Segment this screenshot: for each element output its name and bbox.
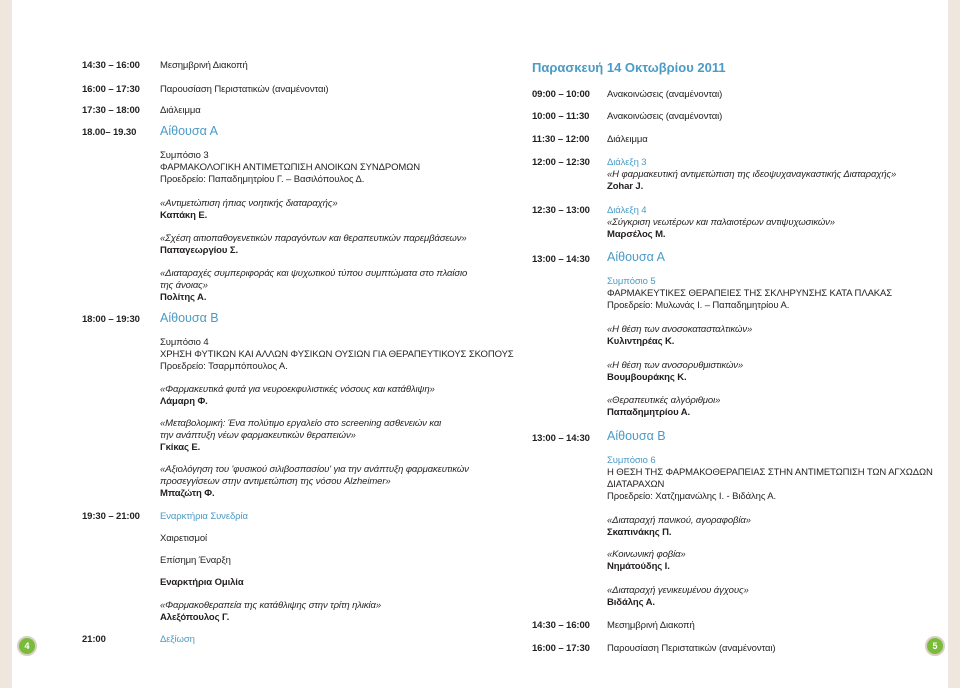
schedule-item: Ανακοινώσεις (αναμένονται) xyxy=(607,89,723,100)
symposium-title: Συμπόσιο 5 xyxy=(607,276,656,287)
talk-title: της άνοιας» xyxy=(160,280,208,291)
schedule-time: 14:30 – 16:00 xyxy=(532,620,590,631)
talk-speaker: Κυλιντηρέας Κ. xyxy=(607,336,675,347)
talk-speaker: Μπαζώτη Φ. xyxy=(160,488,215,499)
talk-title: «Διαταραχή γενικευμένου άγχους» xyxy=(607,585,749,596)
symposium-subject: Η ΘΕΣΗ ΤΗΣ ΦΑΡΜΑΚΟΘΕΡΑΠΕΙΑΣ ΣΤΗΝ ΑΝΤΙΜΕΤΩΠΙΣΗ ΤΩΝ ΑΓΧΩΔΩΝ xyxy=(607,467,933,478)
symposium-chair: Προεδρείο: Χατζημανώλης Ι. - Βιδάλης Α. xyxy=(607,491,777,502)
lecture-label: Διάλεξη 4 xyxy=(607,205,647,216)
schedule-time: 21:00 xyxy=(82,634,106,645)
session-heading: Εναρκτήρια Συνεδρία xyxy=(160,511,248,522)
schedule-time: 14:30 – 16:00 xyxy=(82,60,140,71)
talk-speaker: Βιδάλης Α. xyxy=(607,597,655,608)
schedule-time: 13:00 – 14:30 xyxy=(532,254,590,265)
symposium-subject: ΧΡΗΣΗ ΦΥΤΙΚΩΝ ΚΑΙ ΑΛΛΩΝ ΦΥΣΙΚΩΝ ΟΥΣΙΩΝ ΓΙΑ ΘΕΡΑΠΕΥΤΙΚΟΥΣ ΣΚΟΠΟΥΣ xyxy=(160,349,514,360)
talk-speaker: Λάμαρη Φ. xyxy=(160,396,208,407)
talk-speaker: Παπαγεωργίου Σ. xyxy=(160,245,238,256)
talk-title: «Θεραπευτικές αλγόριθμοι» xyxy=(607,395,721,406)
talk-speaker: Παπαδημητρίου Α. xyxy=(607,407,691,418)
talk-title: «Σχέση αιτιοπαθογενετικών παραγόντων και θεραπευτικών παρεμβάσεων» xyxy=(160,233,467,244)
talk-title: «Σύγκριση νεωτέρων και παλαιοτέρων αντιψυχωσικών» xyxy=(607,217,835,228)
talk-speaker: Zohar J. xyxy=(607,181,644,192)
symposium-title: Συμπόσιο 6 xyxy=(607,455,656,466)
schedule-item: Επίσημη Έναρξη xyxy=(160,555,231,566)
schedule-item: Ανακοινώσεις (αναμένονται) xyxy=(607,111,723,122)
hall-heading: Αίθουσα Α xyxy=(607,250,665,264)
talk-title: «Κοινωνική φοβία» xyxy=(607,549,686,560)
talk-speaker: Αλεξόπουλος Γ. xyxy=(160,612,230,623)
talk-title: «Η θέση των ανοσορυθμιστικών» xyxy=(607,360,744,371)
symposium-title: Συμπόσιο 3 xyxy=(160,150,209,161)
schedule-item: Δεξίωση xyxy=(160,634,195,645)
schedule-time: 13:00 – 14:30 xyxy=(532,433,590,444)
talk-title: «Φαρμακοθεραπεία της κατάθλιψης στην τρίτη ηλικία» xyxy=(160,600,382,611)
symposium-subject: ΦΑΡΜΑΚΟΛΟΓΙΚΗ ΑΝΤΙΜΕΤΩΠΙΣΗ ΑΝΟΙΚΩΝ ΣΥΝΔΡΟΜΩΝ xyxy=(160,162,420,173)
talk-speaker: Καπάκη Ε. xyxy=(160,210,208,221)
talk-title: «Η θέση των ανοσοκατασταλτικών» xyxy=(607,324,753,335)
schedule-time: 11:30 – 12:00 xyxy=(532,134,590,145)
talk-title: «Η φαρμακευτική αντιμετώπιση της ιδεοψυχαναγκαστικής Διαταραχής» xyxy=(607,169,897,180)
schedule-item: Διάλειμμα xyxy=(160,105,201,116)
symposium-title: Συμπόσιο 4 xyxy=(160,337,209,348)
symposium-chair: Προεδρείο: Μυλωνάς Ι. – Παπαδημητρίου Α. xyxy=(607,300,790,311)
hall-heading: Αίθουσα Α xyxy=(160,124,218,138)
schedule-time: 09:00 – 10:00 xyxy=(532,89,590,100)
talk-speaker: Γκίκας Ε. xyxy=(160,442,201,453)
schedule-item: Χαιρετισμοί xyxy=(160,533,208,544)
schedule-item: Μεσημβρινή Διακοπή xyxy=(607,620,695,631)
schedule-time: 18.00– 19.30 xyxy=(82,127,137,138)
schedule-time: 17:30 – 18:00 xyxy=(82,105,140,116)
talk-title: «Διαταραχές συμπεριφοράς και ψυχωτικού τύπου συμπτώματα στο πλαίσιο xyxy=(160,268,468,279)
schedule-time: 16:00 – 17:30 xyxy=(532,643,590,654)
schedule-item: Παρουσίαση Περιστατικών (αναμένονται) xyxy=(160,84,329,95)
session-heading: Εναρκτήρια Ομιλία xyxy=(160,577,244,588)
schedule-time: 18:00 – 19:30 xyxy=(82,314,140,325)
talk-title: «Μεταβολομική: Ένα πολύτιμο εργαλείο στο screening ασθενειών και xyxy=(160,418,442,429)
day-heading: Παρασκευή 14 Οκτωβρίου 2011 xyxy=(532,60,726,75)
symposium-chair: Προεδρείο: Παπαδημητρίου Γ. – Βασιλόπουλος Δ. xyxy=(160,174,365,185)
symposium-chair: Προεδρείο: Τσαρμπόπουλος Α. xyxy=(160,361,288,372)
symposium-subject: ΔΙΑΤΑΡΑΧΩΝ xyxy=(607,479,665,490)
page-number-badge: 5 xyxy=(925,636,945,656)
talk-title: «Φαρμακευτικά φυτά για νευροεκφυλιστικές νόσους και κατάθλιψη» xyxy=(160,384,435,395)
schedule-item: Παρουσίαση Περιστατικών (αναμένονται) xyxy=(607,643,776,654)
schedule-time: 12:00 – 12:30 xyxy=(532,157,590,168)
hall-heading: Αίθουσα Β xyxy=(160,311,219,325)
right-page-edge xyxy=(948,0,960,688)
symposium-subject: ΦΑΡΜΑΚΕΥΤΙΚΕΣ ΘΕΡΑΠΕΙΕΣ ΤΗΣ ΣΚΛΗΡΥΝΣΗΣ ΚΑΤΑ ΠΛΑΚΑΣ xyxy=(607,288,893,299)
talk-speaker: Νημάτούδης Ι. xyxy=(607,561,670,572)
schedule-item: Διάλειμμα xyxy=(607,134,648,145)
talk-speaker: Πολίτης Α. xyxy=(160,292,207,303)
talk-speaker: Μαρσέλος Μ. xyxy=(607,229,666,240)
talk-title: «Αξιολόγηση του 'φυσικού σιλιβοσπασίου' για την ανάπτυξη φαρμακευτικών xyxy=(160,464,469,475)
hall-heading: Αίθουσα Β xyxy=(607,429,666,443)
schedule-time: 10:00 – 11:30 xyxy=(532,111,590,122)
talk-speaker: Σκαπινάκης Π. xyxy=(607,527,672,538)
left-page-edge xyxy=(0,0,12,688)
schedule-time: 12:30 – 13:00 xyxy=(532,205,590,216)
talk-title: «Αντιμετώπιση ήπιας νοητικής διαταραχής» xyxy=(160,198,338,209)
talk-title: «Διαταραχή πανικού, αγοραφοβία» xyxy=(607,515,751,526)
schedule-item: Μεσημβρινή Διακοπή xyxy=(160,60,248,71)
talk-title: την ανάπτυξη νέων φαρμακευτικών θεραπειών» xyxy=(160,430,356,441)
lecture-label: Διάλεξη 3 xyxy=(607,157,647,168)
schedule-time: 16:00 – 17:30 xyxy=(82,84,140,95)
talk-speaker: Βουμβουράκης Κ. xyxy=(607,372,687,383)
page-number-badge: 4 xyxy=(17,636,37,656)
talk-title: προσεγγίσεων στην αντιμετώπιση της νόσου Alzheimer» xyxy=(160,476,391,487)
schedule-time: 19:30 – 21:00 xyxy=(82,511,140,522)
